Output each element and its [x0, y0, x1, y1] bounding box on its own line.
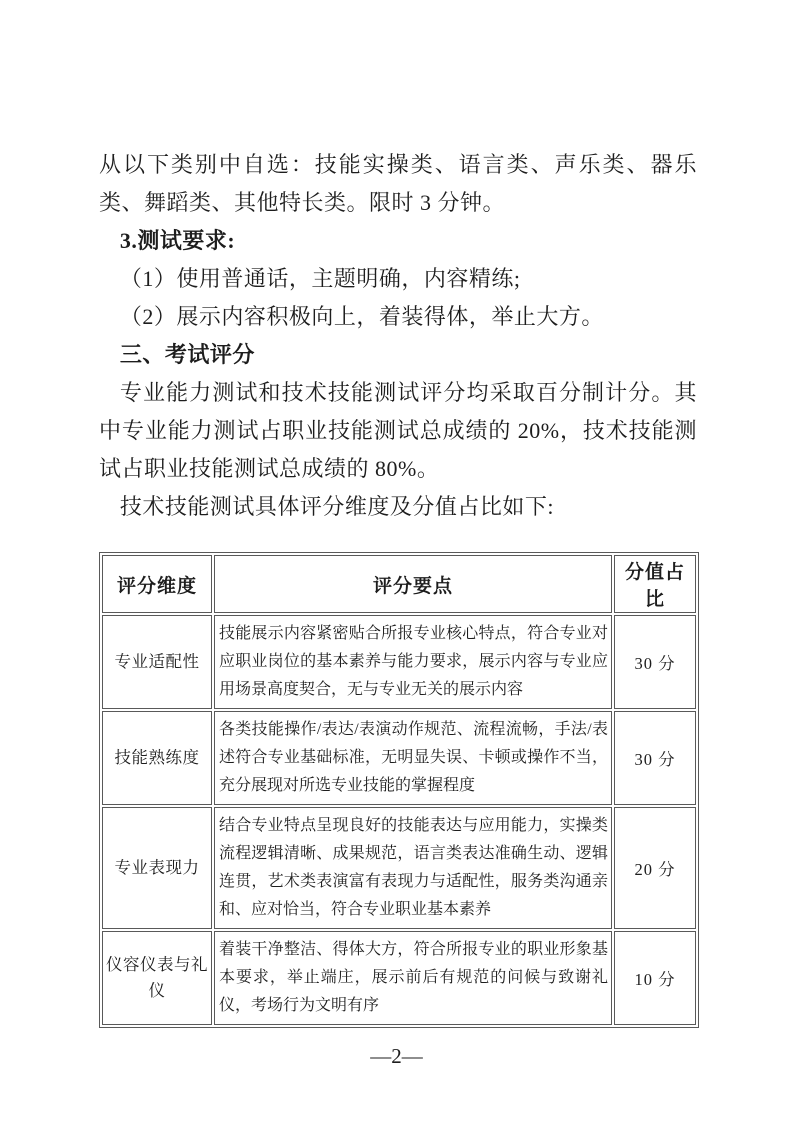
cell-dimension: 技能熟练度 [102, 711, 212, 805]
table-row [102, 931, 696, 1025]
table-row [102, 615, 696, 709]
cell-score: 30 分 [614, 711, 696, 805]
table-header-row [102, 555, 696, 613]
paragraph-table-intro: 技术技能测试具体评分维度及分值占比如下: [119, 494, 555, 519]
requirement-item-1: （1）使用普通话，主题明确，内容精练; [119, 266, 521, 291]
cell-points: 各类技能操作/表达/表演动作规范、流程流畅，手法/表述符合专业基础标准，无明显失误、卡顿或操作不当，充分展现对所选专业技能的掌握程度 [214, 711, 612, 805]
cell-score: 20 分 [614, 807, 696, 929]
heading-exam-scoring: 三、考试评分 [119, 342, 255, 367]
cell-dimension: 专业表现力 [102, 807, 212, 929]
cell-points: 技能展示内容紧密贴合所报专业核心特点，符合专业对应职业岗位的基本素养与能力要求，展示内容与专业应用场景高度契合，无与专业无关的展示内容 [214, 615, 612, 709]
cell-score: 10 分 [614, 931, 696, 1025]
table-row [102, 711, 696, 805]
column-header-dimension: 评分维度 [102, 555, 212, 613]
heading-test-requirements: 3.测试要求: [119, 228, 236, 253]
cell-dimension: 专业适配性 [102, 615, 212, 709]
paragraph-skill-categories: 从以下类别中自选：技能实操类、语言类、声乐类、器乐类、舞蹈类、其他特长类。限时 3 分钟。 [99, 152, 697, 215]
cell-dimension: 仪容仪表与礼仪 [102, 931, 212, 1025]
column-header-points: 评分要点 [214, 555, 612, 613]
document-content [99, 146, 697, 1028]
paragraph-scoring-weights: 专业能力测试和技术技能测试评分均采取百分制计分。其中专业能力测试占职业技能测试总成绩的 20%，技术技能测试占职业技能测试总成绩的 80%。 [99, 380, 697, 481]
column-header-score: 分值占比 [614, 555, 696, 613]
cell-score: 30 分 [614, 615, 696, 709]
table-row [102, 807, 696, 929]
cell-points: 着装干净整洁、得体大方，符合所报专业的职业形象基本要求，举止端庄，展示前后有规范的问候与致谢礼仪，考场行为文明有序 [214, 931, 612, 1025]
page-number: —2— [370, 1044, 423, 1068]
requirement-item-2: （2）展示内容积极向上，着装得体，举止大方。 [119, 304, 604, 329]
scoring-table [99, 552, 699, 1028]
cell-points: 结合专业特点呈现良好的技能表达与应用能力，实操类流程逻辑清晰、成果规范，语言类表达准确生动、逻辑连贯，艺术类表演富有表现力与适配性，服务类沟通亲和、应对恰当，符合专业职业基本素养 [214, 807, 612, 929]
